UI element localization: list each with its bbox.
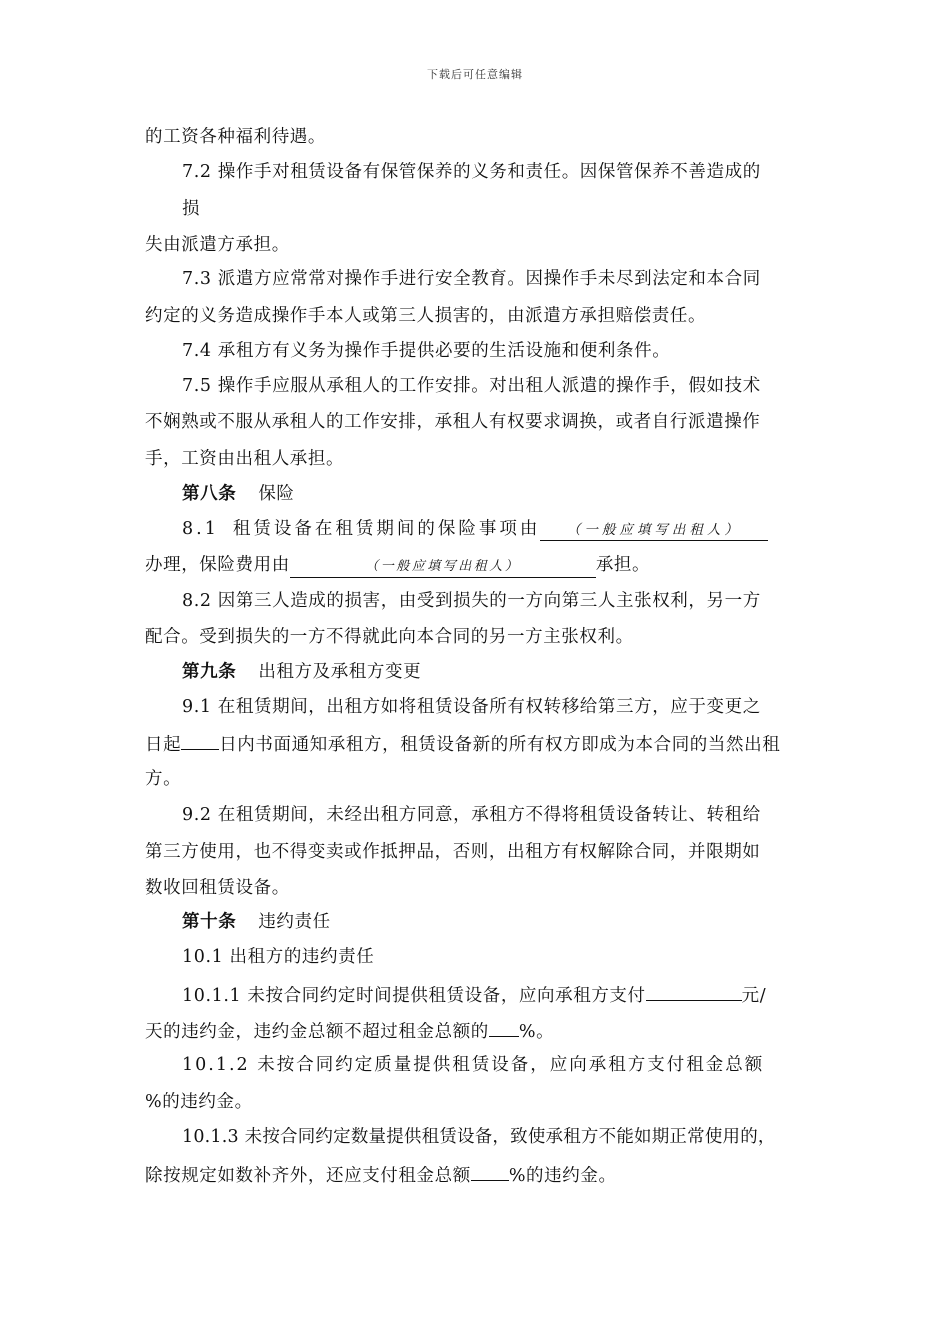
clause-8-2-line: 8.2 因第三人造成的损害，由受到损失的一方向第三人主张权利，另一方 <box>182 591 761 611</box>
clause-7-2-line: 7.2 操作手对租赁设备有保管保养的义务和责任。因保管保养不善造成的 <box>182 162 761 182</box>
days-blank <box>181 731 219 750</box>
clause-7-3-line: 7.3 派遣方应常常对操作手进行安全教育。因操作手未尽到法定和本合同 <box>182 269 761 289</box>
clause-9-1-line <box>145 731 780 757</box>
clause-7-5-line: 不娴熟或不服从承租人的工作安排，承租人有权要求调换，或者自行派遣操作 <box>145 412 761 432</box>
article-9-title: 出租方及承租方变更 <box>258 662 422 682</box>
clause-10-1-line: 10.1 出租方的违约责任 <box>182 947 375 967</box>
clause-9-1-line: 方。 <box>145 769 182 789</box>
clause-8-1-number: 8.1 <box>182 519 219 539</box>
clause-7-5-line: 手，工资由出租人承担。 <box>145 449 345 469</box>
clause-7-2-line: 失由派遣方承担。 <box>145 235 290 255</box>
article-9-label: 第九条 <box>182 662 237 682</box>
clause-8-2-line: 配合。受到损失的一方不得就此向本合同的另一方主张权利。 <box>145 627 634 647</box>
clause-7-3-line: 约定的义务造成操作手本人或第三人损害的，由派遣方承担赔偿责任。 <box>145 306 707 326</box>
clause-9-1-text: 日内书面通知承租方，租赁设备新的所有权方即成为本合同的当然出租 <box>219 735 781 755</box>
clause-8-1-line <box>182 517 768 541</box>
clause-10-1-1-line <box>145 1018 554 1044</box>
clause-9-2-line: 第三方使用，也不得变卖或作抵押品，否则，出租方有权解除合同，并限期如 <box>145 842 761 862</box>
clause-10-1-1-text: 天的违约金，违约金总额不超过租金总额的 <box>145 1022 489 1042</box>
clause-10-1-3-line: 10.1.3 未按合同约定数量提供租赁设备，致使承租方不能如期正常使用的， <box>182 1127 776 1147</box>
clause-8-1-text: 承担。 <box>595 555 651 575</box>
clause-7-5-line: 7.5 操作手应服从承租人的工作安排。对出租人派遣的操作手，假如技术 <box>182 376 761 396</box>
clause-10-1-3-line <box>145 1162 617 1188</box>
penalty-percent-blank <box>489 1018 519 1037</box>
page-header: 下载后可任意编辑 <box>427 68 523 81</box>
clause-8-1-text: 办理，保险费用由 <box>145 555 290 575</box>
article-9-heading <box>182 660 421 684</box>
clause-10-1-3-text: 除按规定如数补齐外，还应支付租金总额 <box>145 1166 471 1186</box>
clause-9-2-line: 9.2 在租赁期间，未经出租方同意，承租方不得将租赁设备转让、转租给 <box>182 805 761 825</box>
article-8-heading <box>182 482 295 506</box>
clause-10-1-1-text: %。 <box>518 1022 555 1042</box>
clause-10-1-2-line: %的违约金。 <box>145 1092 253 1112</box>
insurance-handler-fill: （一般应填写出租人） <box>540 520 768 541</box>
clause-7-4-line: 7.4 承租方有义务为操作手提供必要的生活设施和便利条件。 <box>182 341 671 361</box>
shortage-percent-blank <box>471 1162 509 1181</box>
clause-10-1-3-text: %的违约金。 <box>508 1166 617 1186</box>
clause-10-1-1-text: 元/ <box>741 986 767 1006</box>
clause-8-1-line <box>145 553 650 578</box>
clause-10-1-1-text: 10.1.1 未按合同约定时间提供租赁设备，应向承租方支付 <box>182 986 646 1006</box>
article-10-title: 违约责任 <box>258 912 331 932</box>
clause-9-2-line: 数收回租赁设备。 <box>145 878 290 898</box>
insurance-fee-payer-fill: （一般应填写出租人） <box>290 557 596 578</box>
article-8-label: 第八条 <box>182 484 237 504</box>
clause-10-1-2-line: 10.1.2 未按合同约定质量提供租赁设备，应向承租方支付租金总额 <box>182 1055 765 1075</box>
clause-8-1-text: 租赁设备在租赁期间的保险事项由 <box>232 519 541 539</box>
paragraph-line: 的工资各种福利待遇。 <box>145 127 326 147</box>
clause-7-2-line: 损 <box>182 199 201 219</box>
penalty-per-day-blank <box>646 982 742 1001</box>
article-10-heading <box>182 910 331 934</box>
clause-10-1-1-line <box>182 982 766 1008</box>
clause-9-1-text: 日起 <box>145 735 182 755</box>
clause-9-1-line: 9.1 在租赁期间，出租方如将租赁设备所有权转移给第三方，应于变更之 <box>182 697 761 717</box>
article-10-label: 第十条 <box>182 912 237 932</box>
article-8-title: 保险 <box>258 484 295 504</box>
